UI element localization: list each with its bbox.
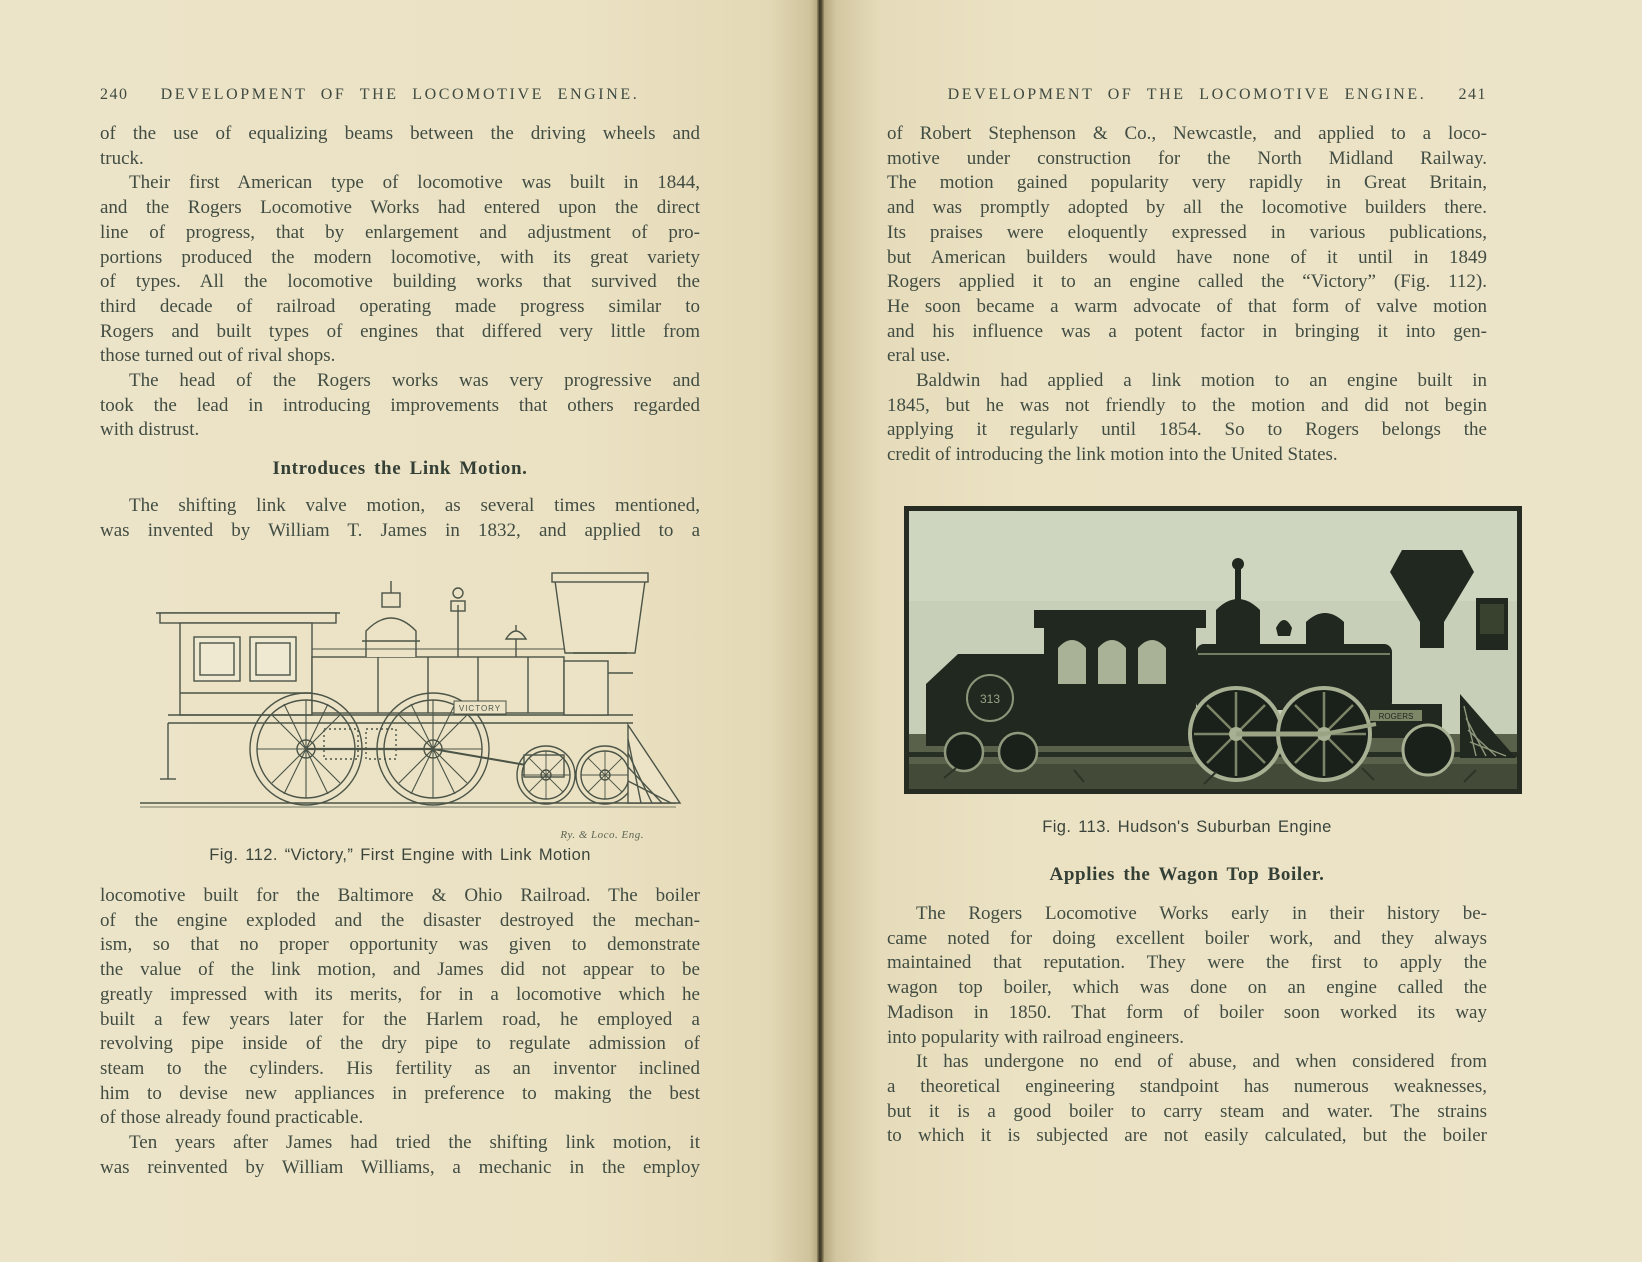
text-line: revolving pipe inside of the dry pipe to regulate admission of — [100, 1033, 700, 1055]
right-section-heading: Applies the Wagon Top Boiler. — [1049, 864, 1325, 885]
text-line: ism, so that no proper opportunity was given to demonstrate — [100, 934, 700, 956]
text-line: The motion gained popularity very rapidly in Great Britain, — [887, 172, 1487, 194]
text-line: and was promptly adopted by all the locomotive builders there. — [887, 197, 1487, 219]
text-line: It has undergone no end of abuse, and when considered from — [916, 1051, 1487, 1073]
text-line: was reinvented by William Williams, a mechanic in the employ — [100, 1156, 700, 1178]
text-line: came noted for doing excellent boiler work, and they always — [887, 927, 1487, 949]
text-line: and the Rogers Locomotive Works had entered upon the direct — [100, 197, 700, 219]
text-line: greatly impressed with its merits, for in a locomotive which he — [100, 983, 700, 1005]
text-line: The shifting link valve motion, as several times mentioned, — [129, 495, 700, 516]
svg-text:313: 313 — [979, 692, 1001, 706]
text-line: He soon became a warm advocate of that form of valve motion — [887, 295, 1487, 317]
text-line: Their first American type of locomotive was built in 1844, — [129, 172, 700, 194]
text-line: maintained that reputation. They were the first to apply the — [887, 952, 1487, 974]
text-line: credit of introducing the link motion into the United States. — [887, 444, 1338, 466]
left-page-number: 240 — [100, 86, 129, 103]
boiler — [312, 657, 564, 713]
text-line: built a few years later for the Harlem road, he employed a — [100, 1008, 700, 1030]
left-running-title: DEVELOPMENT OF THE LOCOMOTIVE ENGINE. — [160, 86, 640, 103]
text-line: but it is a good boiler to carry steam and water. The strains — [887, 1100, 1487, 1122]
text-line: Ten years after James had tried the shifting link motion, it — [129, 1132, 700, 1154]
text-line: Baldwin had applied a link motion to an engine built in — [916, 370, 1487, 392]
hudson-engine-photo-figure — [904, 506, 1522, 794]
right-page-number: 241 — [1458, 86, 1487, 103]
victory-engraving-figure — [128, 553, 688, 821]
book-gutter — [817, 0, 824, 1262]
text-line: wagon top boiler, which was done on an engine called the — [887, 977, 1487, 999]
right-text-block-1 — [887, 122, 1487, 468]
left-page — [0, 0, 818, 1262]
left-text-block-2 — [100, 494, 700, 543]
hudson-suburban-engine-photo — [904, 506, 1522, 794]
figure-113-caption: Fig. 113. Hudson's Suburban Engine — [1042, 818, 1332, 836]
text-line: those turned out of rival shops. — [100, 345, 336, 367]
right-text-block-2 — [887, 902, 1487, 1149]
text-line: Madison in 1850. That form of boiler soon worked its way — [887, 1001, 1487, 1023]
safety-valve — [451, 588, 465, 657]
right-running-title: DEVELOPMENT OF THE LOCOMOTIVE ENGINE. — [947, 86, 1427, 103]
svg-text:ROGERS: ROGERS — [1378, 712, 1414, 721]
text-line: was invented by William T. James in 1832, and applied to a — [100, 519, 700, 541]
left-text-block-3 — [100, 884, 700, 1180]
text-line: but American builders would have none of it until in 1849 — [887, 246, 1487, 268]
text-line: into popularity with railroad engineers. — [887, 1026, 1185, 1048]
text-line: Rogers applied it to an engine called the “Victory” (Fig. 112). — [887, 271, 1487, 293]
text-line: a theoretical engineering standpoint has numerous weaknesses, — [887, 1075, 1487, 1097]
text-line: The head of the Rogers works was very progressive and — [129, 370, 700, 392]
text-line: portions produced the modern locomotive, with its great variety — [100, 246, 700, 268]
text-line: The Rogers Locomotive Works early in their history be- — [916, 903, 1487, 924]
text-line: of Robert Stephenson & Co., Newcastle, and applied to a loco- — [887, 123, 1487, 144]
text-line: with distrust. — [100, 419, 200, 441]
text-line: of the engine exploded and the disaster destroyed the mechan- — [100, 909, 700, 931]
victory-nameplate — [454, 701, 506, 714]
text-line: Rogers and built types of engines that differed very little from — [100, 320, 700, 342]
text-line: Its praises were eloquently expressed in various publications, — [887, 221, 1487, 243]
text-line: eral use. — [887, 345, 951, 367]
text-line: of the use of equalizing beams between the driving wheels and — [100, 123, 700, 144]
text-line: third decade of railroad operating made progress similar to — [100, 295, 700, 317]
text-line: him to devise new appliances in preference to making the best — [100, 1082, 700, 1104]
smokestack — [552, 573, 648, 653]
pilot-truck-wheels — [517, 746, 634, 804]
text-line: to which it is subjected are not easily calculated, but the boiler — [887, 1125, 1487, 1147]
text-line: of those already found practicable. — [100, 1107, 364, 1129]
right-running-header — [887, 86, 1487, 110]
text-line: of types. All the locomotive building works that survived the — [100, 271, 700, 293]
text-line: 1845, but he was not friendly to the motion and did not begin — [887, 394, 1487, 416]
text-line: and his influence was a potent factor in bringing it into gen- — [887, 320, 1487, 342]
text-line: the value of the link motion, and James did not appear to be — [100, 959, 700, 981]
text-line: applying it regularly until 1854. So to Rogers belongs the — [887, 419, 1487, 441]
figure-112-credit: Ry. & Loco. Eng. — [560, 829, 644, 841]
victory-locomotive-illustration — [128, 553, 688, 821]
right-page — [824, 0, 1642, 1262]
bell — [506, 625, 526, 657]
left-text-block-1 — [100, 122, 700, 443]
left-section-heading: Introduces the Link Motion. — [272, 458, 528, 479]
text-line: motive under construction for the North Midland Railway. — [887, 147, 1487, 169]
text-line: truck. — [100, 147, 144, 169]
text-line: locomotive built for the Baltimore & Ohio Railroad. The boiler — [100, 885, 700, 906]
cowcatcher — [628, 725, 680, 803]
text-line: steam to the cylinders. His fertility as an inventor inclined — [100, 1057, 700, 1079]
text-line: took the lead in introducing improvements that others regarded — [100, 394, 700, 416]
figure-112-caption: Fig. 112. “Victory,” First Engine with Link Motion — [209, 846, 591, 864]
svg-text:VICTORY: VICTORY — [458, 704, 502, 713]
left-running-header — [100, 86, 700, 110]
text-line: line of progress, that by enlargement and adjustment of pro- — [100, 221, 700, 243]
sand-dome — [1306, 613, 1344, 644]
steam-dome — [362, 581, 420, 657]
